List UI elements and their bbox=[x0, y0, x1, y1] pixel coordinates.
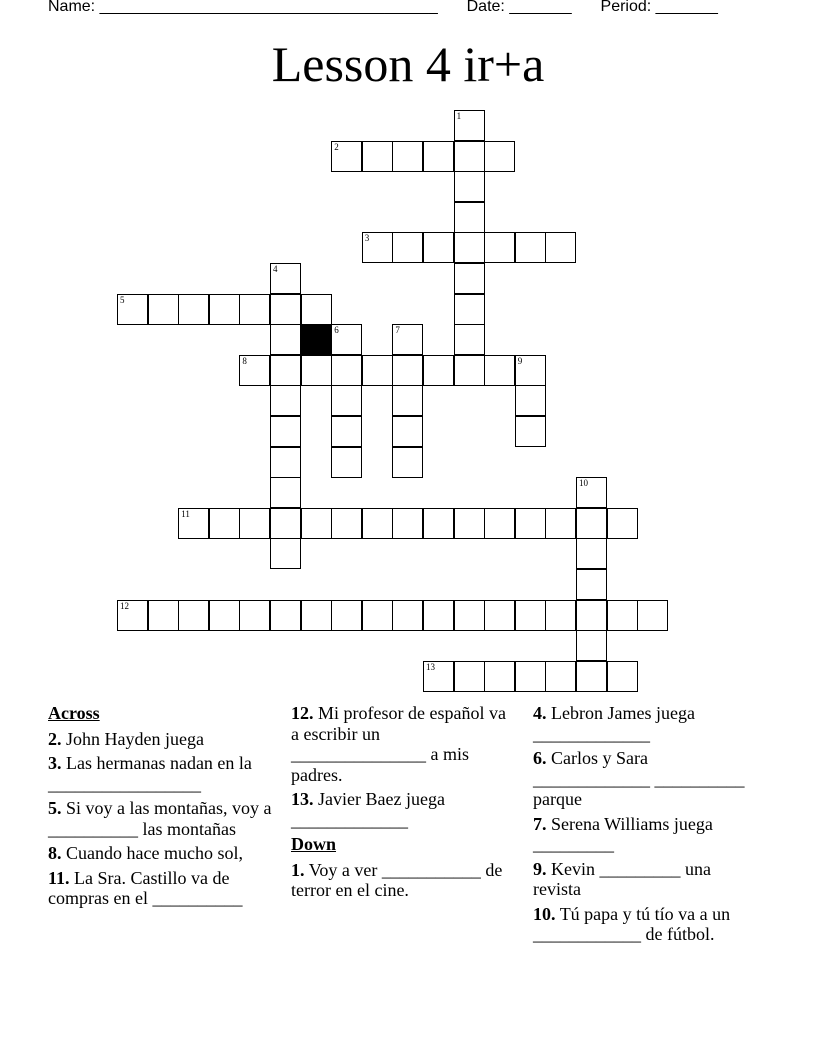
cell-number: 4 bbox=[273, 264, 278, 274]
crossword-cell[interactable] bbox=[484, 355, 515, 386]
crossword-cell[interactable] bbox=[148, 600, 179, 631]
crossword-cell[interactable] bbox=[454, 171, 485, 202]
crossword-cell[interactable] bbox=[270, 294, 301, 325]
crossword-cell[interactable] bbox=[331, 508, 362, 539]
blocked-cell bbox=[301, 324, 332, 355]
crossword-cell[interactable] bbox=[484, 600, 515, 631]
crossword-cell[interactable] bbox=[362, 355, 393, 386]
crossword-cell[interactable] bbox=[392, 416, 423, 447]
cell-number: 8 bbox=[242, 355, 247, 366]
crossword-cell[interactable] bbox=[239, 508, 270, 539]
crossword-cell[interactable] bbox=[515, 385, 546, 416]
crossword-cell[interactable] bbox=[331, 324, 362, 355]
crossword-cell[interactable] bbox=[148, 294, 179, 325]
crossword-cell[interactable] bbox=[209, 508, 240, 539]
crossword-cell[interactable] bbox=[484, 508, 515, 539]
crossword-cell[interactable] bbox=[454, 294, 485, 325]
crossword-cell[interactable] bbox=[545, 600, 576, 631]
crossword-cell[interactable] bbox=[484, 141, 515, 172]
crossword-cell[interactable] bbox=[270, 416, 301, 447]
crossword-cell[interactable] bbox=[392, 385, 423, 416]
across-heading: Across bbox=[48, 703, 100, 723]
crossword-cell[interactable] bbox=[209, 294, 240, 325]
crossword-cell[interactable] bbox=[607, 661, 638, 692]
crossword-cell[interactable] bbox=[423, 232, 454, 263]
clue-down-6: 6. Carlos y Sara _____________ __________ parque bbox=[533, 748, 745, 809]
crossword-cell[interactable] bbox=[270, 477, 301, 508]
crossword-cell[interactable] bbox=[454, 141, 485, 172]
cell-number: 11 bbox=[181, 508, 190, 519]
cell-number: 2 bbox=[334, 141, 339, 152]
crossword-cell[interactable] bbox=[270, 355, 301, 386]
cell-number: 7 bbox=[395, 325, 400, 336]
crossword-cell[interactable] bbox=[301, 600, 332, 631]
crossword-cell[interactable] bbox=[362, 232, 393, 263]
crossword-cell[interactable] bbox=[576, 630, 607, 661]
cell-number: 5 bbox=[120, 294, 125, 305]
down-clues-column-3 bbox=[533, 703, 748, 949]
crossword-cell[interactable] bbox=[117, 600, 148, 631]
crossword-cell[interactable] bbox=[454, 324, 485, 355]
crossword-cell[interactable] bbox=[545, 232, 576, 263]
crossword-cell[interactable] bbox=[178, 294, 209, 325]
clue-down-9: 9. Kevin _________ una revista bbox=[533, 858, 711, 899]
clue-across-5: 5. Si voy a las montañas, voy a __________ las montañas bbox=[48, 798, 272, 839]
crossword-cell[interactable] bbox=[270, 447, 301, 478]
crossword-cell[interactable] bbox=[331, 141, 362, 172]
crossword-cell[interactable] bbox=[392, 508, 423, 539]
crossword-cell[interactable] bbox=[515, 508, 546, 539]
crossword-cell[interactable] bbox=[515, 416, 546, 447]
crossword-cell[interactable] bbox=[239, 600, 270, 631]
crossword-cell[interactable] bbox=[270, 263, 301, 294]
cell-number: 10 bbox=[579, 478, 588, 489]
cell-number: 1 bbox=[456, 111, 462, 121]
crossword-cell[interactable] bbox=[301, 508, 332, 539]
crossword-cell[interactable] bbox=[637, 600, 668, 631]
crossword-cell[interactable] bbox=[392, 141, 423, 172]
crossword-cell[interactable] bbox=[454, 110, 485, 141]
crossword-cell[interactable] bbox=[423, 600, 454, 631]
crossword-cell[interactable] bbox=[484, 661, 515, 692]
crossword-cell[interactable] bbox=[331, 416, 362, 447]
clue-across-11: 11. La Sra. Castillo va de compras en el __________ bbox=[48, 867, 243, 908]
crossword-cell[interactable] bbox=[331, 447, 362, 478]
crossword-cell[interactable] bbox=[454, 355, 485, 386]
crossword-cell[interactable] bbox=[545, 508, 576, 539]
crossword-cell[interactable] bbox=[515, 661, 546, 692]
crossword-cell[interactable] bbox=[209, 600, 240, 631]
clue-across-3: 3. Las hermanas nadan en la _________________ bbox=[48, 753, 252, 794]
clue-across-8: 8. Cuando hace mucho sol, bbox=[48, 843, 243, 863]
crossword-cell[interactable] bbox=[301, 355, 332, 386]
crossword-cell[interactable] bbox=[178, 600, 209, 631]
crossword-cell[interactable] bbox=[331, 600, 362, 631]
crossword-cell[interactable] bbox=[239, 294, 270, 325]
crossword-cell[interactable] bbox=[607, 600, 638, 631]
clue-across-12: 12. Mi profesor de español va a escribir un _______________ a mis padres. bbox=[291, 703, 506, 785]
crossword-cell[interactable] bbox=[392, 447, 423, 478]
crossword-cell[interactable] bbox=[454, 263, 485, 294]
crossword-cell[interactable] bbox=[392, 600, 423, 631]
crossword-cell[interactable] bbox=[454, 202, 485, 233]
period-field[interactable]: Period: _______ bbox=[600, 0, 718, 15]
crossword-cell[interactable] bbox=[545, 661, 576, 692]
crossword-cell[interactable] bbox=[270, 538, 301, 569]
crossword-cell[interactable] bbox=[454, 661, 485, 692]
crossword-cell[interactable] bbox=[454, 508, 485, 539]
cell-number: 9 bbox=[517, 355, 523, 366]
crossword-cell[interactable] bbox=[331, 385, 362, 416]
cell-number: 13 bbox=[426, 661, 435, 672]
crossword-cell[interactable] bbox=[270, 508, 301, 539]
crossword-cell[interactable] bbox=[423, 661, 454, 692]
crossword-cell[interactable] bbox=[576, 661, 607, 692]
crossword-cell[interactable] bbox=[454, 600, 485, 631]
crossword-cell[interactable] bbox=[576, 508, 607, 539]
crossword-cell[interactable] bbox=[362, 508, 393, 539]
crossword-cell[interactable] bbox=[515, 355, 546, 386]
crossword-cell[interactable] bbox=[392, 324, 423, 355]
clue-down-7: 7. Serena Williams juega _________ bbox=[533, 813, 713, 854]
crossword-cell[interactable] bbox=[331, 355, 362, 386]
cell-number: 12 bbox=[120, 600, 129, 611]
down-heading: Down bbox=[291, 834, 337, 854]
cell-number: 3 bbox=[364, 233, 370, 244]
across-clues-column-1 bbox=[48, 703, 280, 913]
crossword-cell[interactable] bbox=[423, 141, 454, 172]
crossword-cell[interactable] bbox=[392, 232, 423, 263]
crossword-cell[interactable] bbox=[239, 355, 270, 386]
clues-column-2 bbox=[291, 703, 517, 905]
crossword-cell[interactable] bbox=[576, 569, 607, 600]
crossword-cell[interactable] bbox=[362, 600, 393, 631]
clue-down-10: 10. Tú papa y tú tío va a un ____________ de fútbol. bbox=[533, 903, 731, 944]
crossword-cell[interactable] bbox=[576, 600, 607, 631]
crossword-cell[interactable] bbox=[454, 232, 485, 263]
page-title: Lesson 4 ir+a bbox=[271, 36, 545, 92]
crossword-cell[interactable] bbox=[484, 232, 515, 263]
crossword-cell[interactable] bbox=[423, 355, 454, 386]
cell-number: 6 bbox=[334, 325, 339, 336]
crossword-cell[interactable] bbox=[423, 508, 454, 539]
clue-down-1: 1. Voy a ver ___________ de terror en el cine. bbox=[291, 859, 503, 900]
crossword-cell[interactable] bbox=[392, 355, 423, 386]
crossword-cell[interactable] bbox=[301, 294, 332, 325]
crossword-cell[interactable] bbox=[515, 232, 546, 263]
name-field[interactable]: Name: ______________________________________ bbox=[48, 0, 438, 15]
crossword-cell[interactable] bbox=[117, 294, 148, 325]
crossword-cell[interactable] bbox=[270, 600, 301, 631]
crossword-cell[interactable] bbox=[270, 324, 301, 355]
clue-down-4: 4. Lebron James juega _____________ bbox=[533, 703, 695, 744]
crossword-cell[interactable] bbox=[576, 538, 607, 569]
clue-across-2: 2. John Hayden juega bbox=[48, 728, 204, 749]
crossword-cell[interactable] bbox=[576, 477, 607, 508]
crossword-cell[interactable] bbox=[178, 508, 209, 539]
crossword-cell[interactable] bbox=[362, 141, 393, 172]
crossword-cell[interactable] bbox=[270, 385, 301, 416]
date-field[interactable]: Date: _______ bbox=[466, 0, 572, 15]
clue-across-13: 13. Javier Baez juega _____________ bbox=[291, 789, 445, 830]
crossword-cell[interactable] bbox=[607, 508, 638, 539]
crossword-cell[interactable] bbox=[515, 600, 546, 631]
